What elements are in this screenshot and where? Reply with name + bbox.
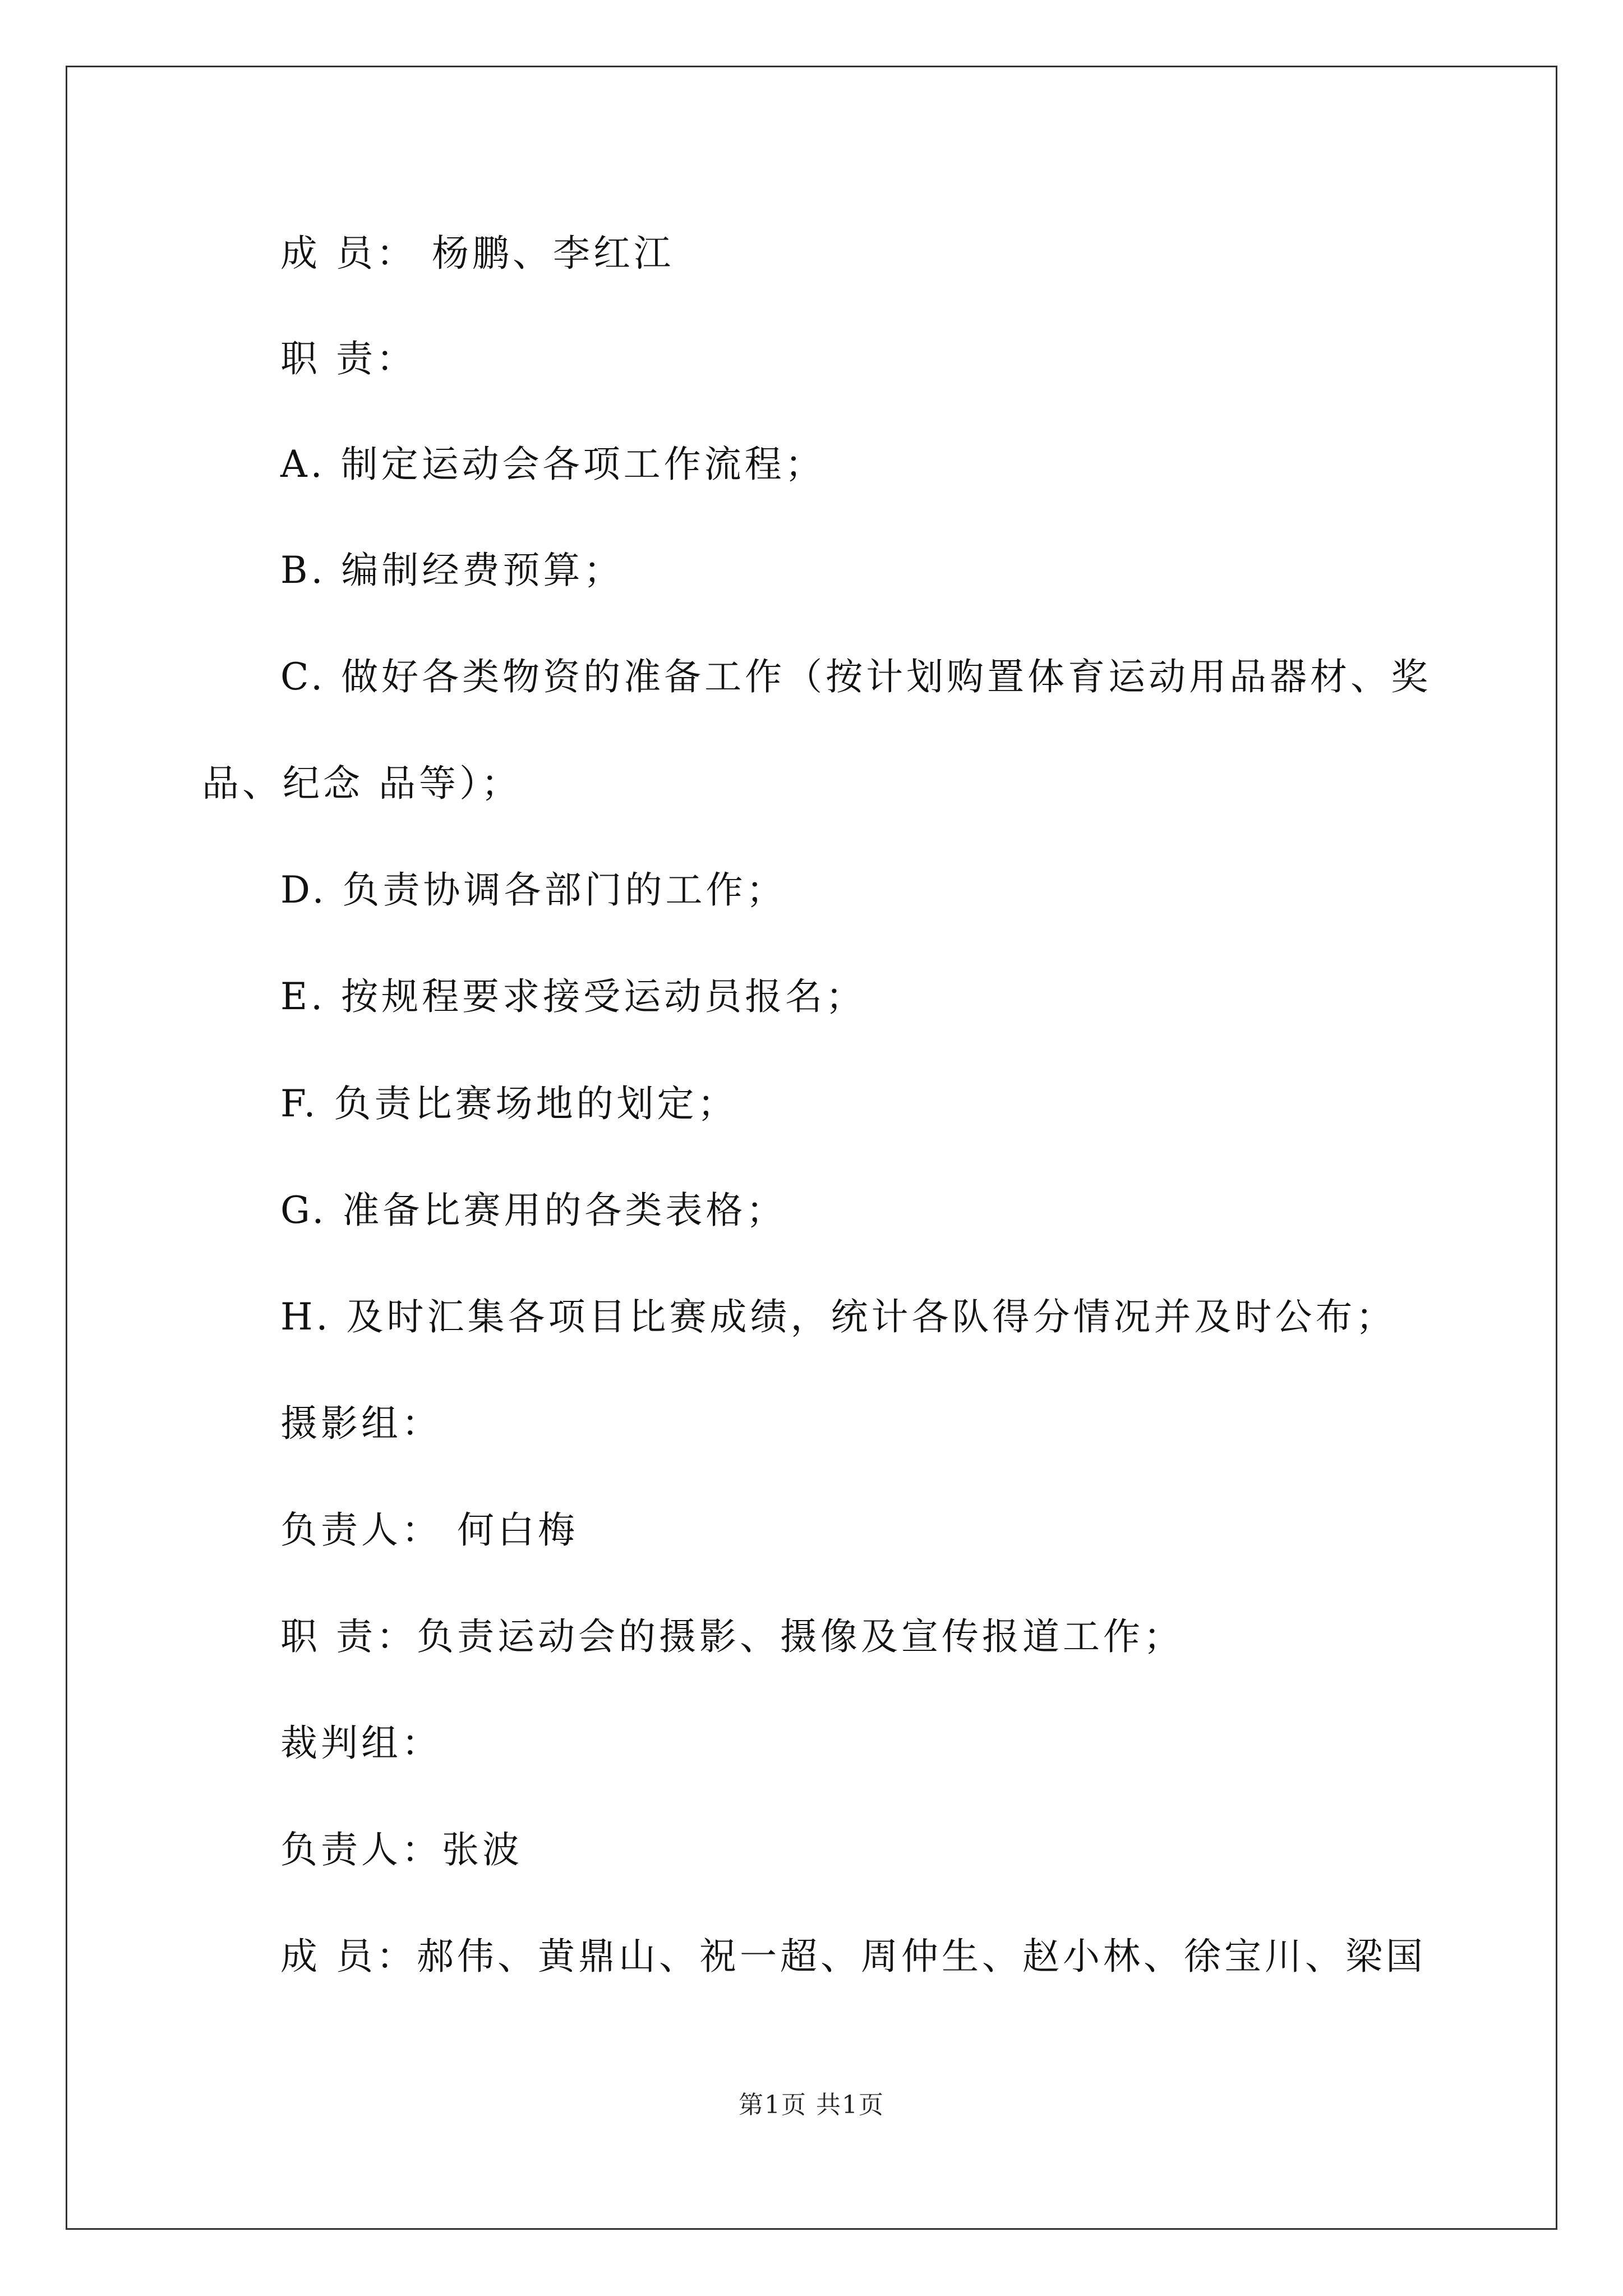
- duty-heading: 职 责：: [280, 337, 417, 380]
- photography-lead-line: 负责人： 何白梅: [280, 1508, 578, 1552]
- duty-item-b: B. 编制经费预算；: [280, 549, 624, 592]
- duty-item-c: C. 做好各类物资的准备工作（按计划购置体育运动用品器材、奖: [280, 655, 1432, 698]
- page-footer: 第1页 共1页: [739, 2091, 884, 2119]
- members-line: 成 员： 杨鹏、李红江: [280, 232, 674, 275]
- duty-item-e: E. 按规程要求接受运动员报名；: [280, 975, 866, 1018]
- duty-item-d: D. 负责协调各部门的工作；: [280, 868, 787, 912]
- duty-item-h: H. 及时汇集各项目比赛成绩，统计各队得分情况并及时公布；: [280, 1295, 1396, 1338]
- duty-item-a: A. 制定运动会各项工作流程；: [280, 443, 826, 486]
- duty-item-c-continued: 品、纪念 品等）；: [202, 762, 522, 805]
- photography-duty-line: 职 责：负责运动会的摄影、摄像及宣传报道工作；: [280, 1615, 1184, 1658]
- page-border: [66, 66, 1557, 2230]
- duty-item-f: F. 负责比赛场地的划定；: [280, 1082, 738, 1125]
- referee-lead-line: 负责人：张波: [280, 1828, 523, 1871]
- referee-members-line: 成 员：郝伟、黄鼎山、祝一超、周仲生、赵小林、徐宝川、梁国: [280, 1935, 1426, 1978]
- photography-group-heading: 摄影组：: [280, 1402, 442, 1445]
- referee-group-heading: 裁判组：: [280, 1722, 442, 1765]
- duty-item-g: G. 准备比赛用的各类表格；: [280, 1189, 787, 1232]
